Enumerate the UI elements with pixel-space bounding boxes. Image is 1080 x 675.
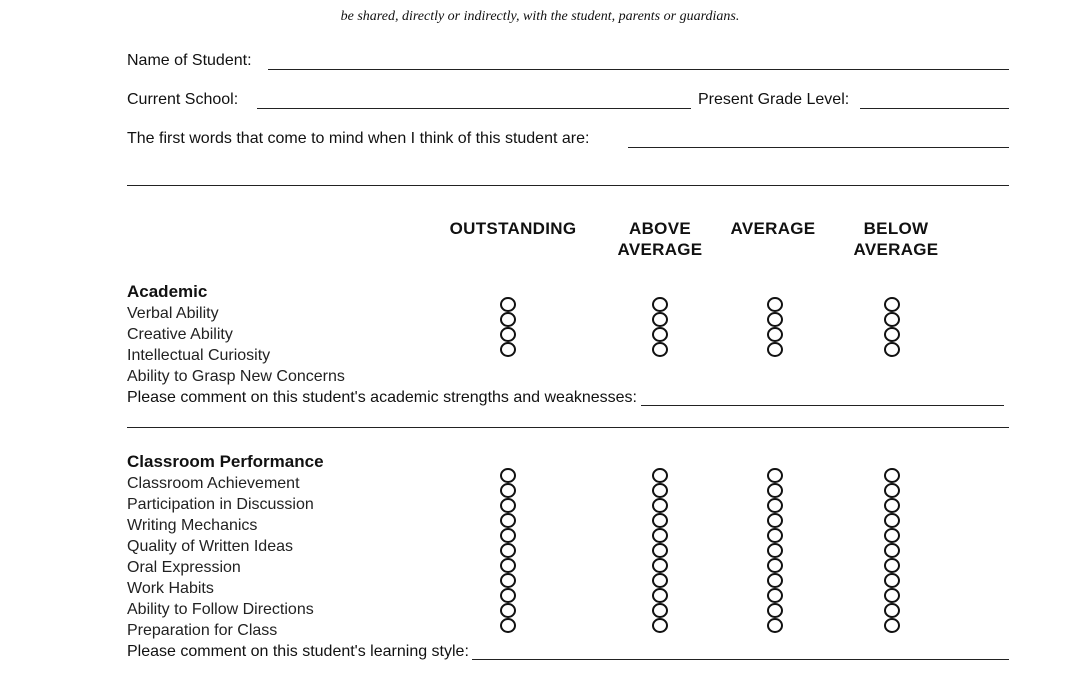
radio-option[interactable]	[884, 312, 900, 327]
radio-option[interactable]	[500, 483, 516, 498]
radio-option[interactable]	[500, 588, 516, 603]
radio-option[interactable]	[652, 543, 668, 558]
radio-option[interactable]	[652, 588, 668, 603]
first-words-field-line-2[interactable]	[127, 185, 1009, 186]
name-of-student-field[interactable]	[268, 69, 1009, 70]
column-header-above-average: ABOVE AVERAGE	[617, 219, 703, 259]
current-school-field[interactable]	[257, 108, 691, 109]
academic-items-list	[127, 303, 345, 387]
current-school-label: Current School:	[127, 91, 239, 108]
radio-option[interactable]	[767, 618, 783, 633]
radio-option[interactable]	[884, 588, 900, 603]
classroom-radio-column-outstanding	[498, 468, 518, 633]
radio-option[interactable]	[884, 468, 900, 483]
radio-option[interactable]	[884, 498, 900, 513]
academic-comment-label: Please comment on this student's academic strengths and weaknesses:	[127, 389, 637, 406]
list-item: Classroom Achievement	[127, 475, 300, 492]
classroom-items-list	[127, 473, 314, 641]
radio-option[interactable]	[767, 513, 783, 528]
radio-option[interactable]	[652, 603, 668, 618]
learning-style-comment-label: Please comment on this student's learning style:	[127, 643, 469, 660]
academic-radio-column-above-average	[650, 297, 670, 357]
radio-option[interactable]	[652, 468, 668, 483]
list-item: Preparation for Class	[127, 622, 278, 639]
radio-option[interactable]	[884, 513, 900, 528]
radio-option[interactable]	[652, 513, 668, 528]
present-grade-level-label: Present Grade Level:	[698, 91, 850, 108]
radio-option[interactable]	[767, 543, 783, 558]
radio-option[interactable]	[652, 342, 668, 357]
radio-option[interactable]	[500, 498, 516, 513]
academic-comment-field-line-2[interactable]	[127, 427, 1009, 428]
radio-option[interactable]	[500, 558, 516, 573]
radio-option[interactable]	[884, 327, 900, 342]
radio-option[interactable]	[500, 468, 516, 483]
list-item: Intellectual Curiosity	[127, 347, 271, 364]
academic-section-title: Academic	[127, 282, 208, 301]
radio-option[interactable]	[500, 342, 516, 357]
radio-option[interactable]	[767, 342, 783, 357]
radio-option[interactable]	[884, 573, 900, 588]
academic-radio-column-outstanding	[498, 297, 518, 357]
list-item: Verbal Ability	[127, 305, 219, 322]
learning-style-comment-field[interactable]	[472, 659, 1009, 660]
radio-option[interactable]	[767, 312, 783, 327]
column-header-average: AVERAGE	[730, 219, 816, 238]
list-item: Quality of Written Ideas	[127, 538, 293, 555]
academic-radio-column-below-average	[882, 297, 902, 357]
radio-option[interactable]	[767, 483, 783, 498]
column-header-below-average: BELOW AVERAGE	[853, 219, 939, 259]
radio-option[interactable]	[767, 558, 783, 573]
radio-option[interactable]	[884, 483, 900, 498]
radio-option[interactable]	[652, 528, 668, 543]
radio-option[interactable]	[652, 327, 668, 342]
radio-option[interactable]	[500, 513, 516, 528]
radio-option[interactable]	[652, 312, 668, 327]
list-item: Participation in Discussion	[127, 496, 314, 513]
radio-option[interactable]	[767, 528, 783, 543]
radio-option[interactable]	[884, 603, 900, 618]
radio-option[interactable]	[500, 573, 516, 588]
radio-option[interactable]	[652, 573, 668, 588]
radio-option[interactable]	[652, 498, 668, 513]
radio-option[interactable]	[884, 543, 900, 558]
radio-option[interactable]	[767, 573, 783, 588]
radio-option[interactable]	[884, 297, 900, 312]
list-item: Work Habits	[127, 580, 214, 597]
radio-option[interactable]	[767, 327, 783, 342]
list-item: Ability to Follow Directions	[127, 601, 314, 618]
radio-option[interactable]	[767, 588, 783, 603]
radio-option[interactable]	[884, 558, 900, 573]
radio-option[interactable]	[652, 558, 668, 573]
radio-option[interactable]	[884, 528, 900, 543]
classroom-radio-column-average	[765, 468, 785, 633]
radio-option[interactable]	[500, 543, 516, 558]
radio-option[interactable]	[767, 603, 783, 618]
present-grade-level-field[interactable]	[860, 108, 1009, 109]
list-item: Creative Ability	[127, 326, 233, 343]
radio-option[interactable]	[767, 468, 783, 483]
list-item: Ability to Grasp New Concerns	[127, 368, 345, 385]
radio-option[interactable]	[767, 297, 783, 312]
radio-option[interactable]	[500, 312, 516, 327]
classroom-section-title: Classroom Performance	[127, 452, 324, 471]
radio-option[interactable]	[500, 528, 516, 543]
list-item: Writing Mechanics	[127, 517, 258, 534]
classroom-radio-column-above-average	[650, 468, 670, 633]
name-of-student-label: Name of Student:	[127, 52, 252, 69]
list-item: Oral Expression	[127, 559, 241, 576]
radio-option[interactable]	[884, 618, 900, 633]
column-header-outstanding: OUTSTANDING	[449, 219, 577, 238]
radio-option[interactable]	[767, 498, 783, 513]
academic-comment-field[interactable]	[641, 405, 1004, 406]
radio-option[interactable]	[500, 297, 516, 312]
intro-text: be shared, directly or indirectly, with the student, parents or guardians.	[340, 9, 740, 24]
radio-option[interactable]	[500, 327, 516, 342]
first-words-label: The first words that come to mind when I think of this student are:	[127, 130, 590, 147]
radio-option[interactable]	[652, 618, 668, 633]
radio-option[interactable]	[652, 297, 668, 312]
radio-option[interactable]	[652, 483, 668, 498]
radio-option[interactable]	[500, 618, 516, 633]
classroom-radio-column-below-average	[882, 468, 902, 633]
first-words-field[interactable]	[628, 147, 1009, 148]
radio-option[interactable]	[500, 603, 516, 618]
academic-radio-column-average	[765, 297, 785, 357]
radio-option[interactable]	[884, 342, 900, 357]
